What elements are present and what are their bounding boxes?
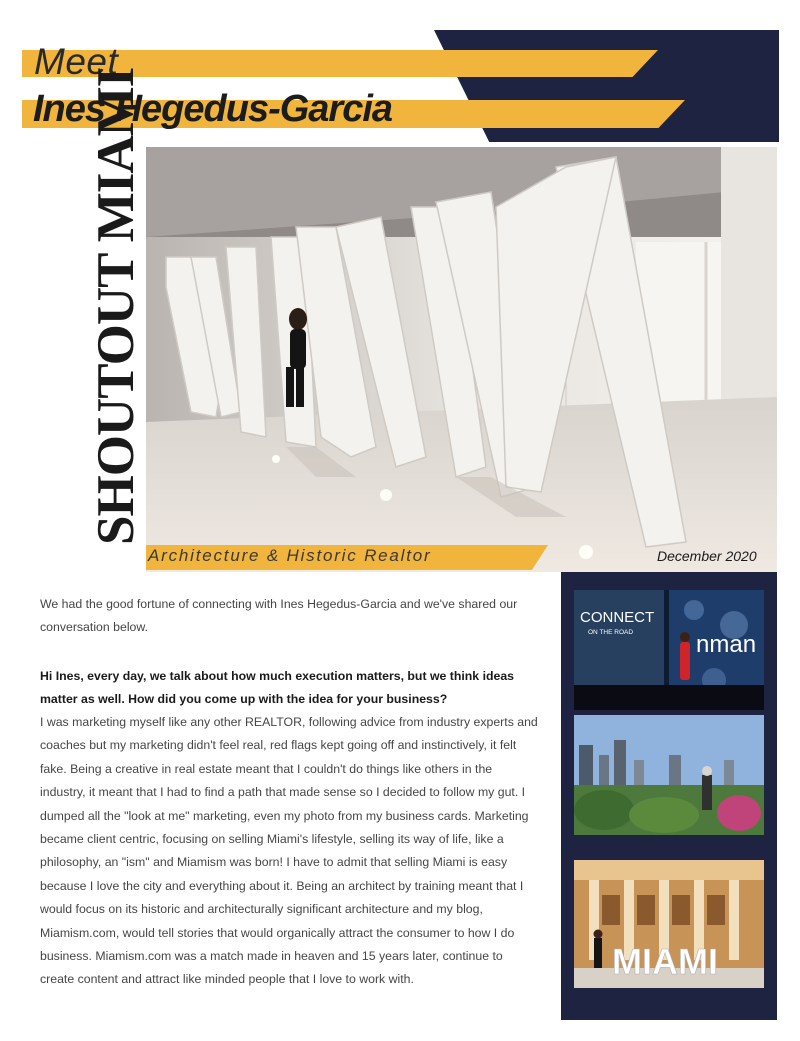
vertical-title-text: SHOUTOUT MIAMI xyxy=(87,67,145,545)
miami-sign-building-image xyxy=(574,860,764,988)
page-title: Ines Hegedus-Garcia xyxy=(33,88,393,130)
article-question: Hi Ines, every day, we talk about how much execution matters, but we think ideas matter as well. How did you come up with the idea for your business? xyxy=(40,669,515,707)
role-caption: Architecture & Historic Realtor xyxy=(148,546,432,565)
side-photo-connect xyxy=(574,590,764,710)
meet-label: Meet xyxy=(34,41,119,82)
article-answer: I was marketing myself like any other REALTOR, following advice from industry experts and coaches but my marketing didn't feel real, red flags kept going off and instinctively, it felt fake. Being a creative in real estate meant that I couldn't do things like others in the industry, it meant that I had to find a path that made sense so I decided to follow my gut. I dumped all the "look at me" marketing, even my photo from my business cards. Marketing became client centric, focusing on selling Miami's lifestyle, selling its way of life, like a philosophy, an "ism" and Miamism was born! I have to admit that selling Miami is easy because I love the city and everything about it. Being an architect by training meant that I would focus on its historic and architecturally significant architecture and my blog, Miamism.com, would tell stories that would organically attract the consumer to how I do business. Miamism.com was a match made in heaven and 15 years later, continue to create content and attract like minded people that I love to work with. xyxy=(40,715,538,987)
connect-sign-sub: ON THE ROAD xyxy=(588,629,634,636)
miami-sign-text: MIAMI xyxy=(612,941,718,982)
connect-stage-image xyxy=(574,590,764,710)
side-photo-skyline xyxy=(574,715,764,835)
issue-date: December 2020 xyxy=(657,548,757,564)
side-photo-miami-sign xyxy=(574,860,764,988)
connect-sign-title: CONNECT xyxy=(580,609,655,626)
article-intro: We had the good fortune of connecting with Ines Hegedus-Garcia and we've shared our conversation below. xyxy=(40,597,518,635)
miami-letters-sculpture-image xyxy=(146,147,777,572)
miami-skyline-image xyxy=(574,715,764,835)
main-photo xyxy=(146,147,777,572)
vertical-title xyxy=(86,67,146,545)
inman-brand-text: nman xyxy=(696,631,757,658)
